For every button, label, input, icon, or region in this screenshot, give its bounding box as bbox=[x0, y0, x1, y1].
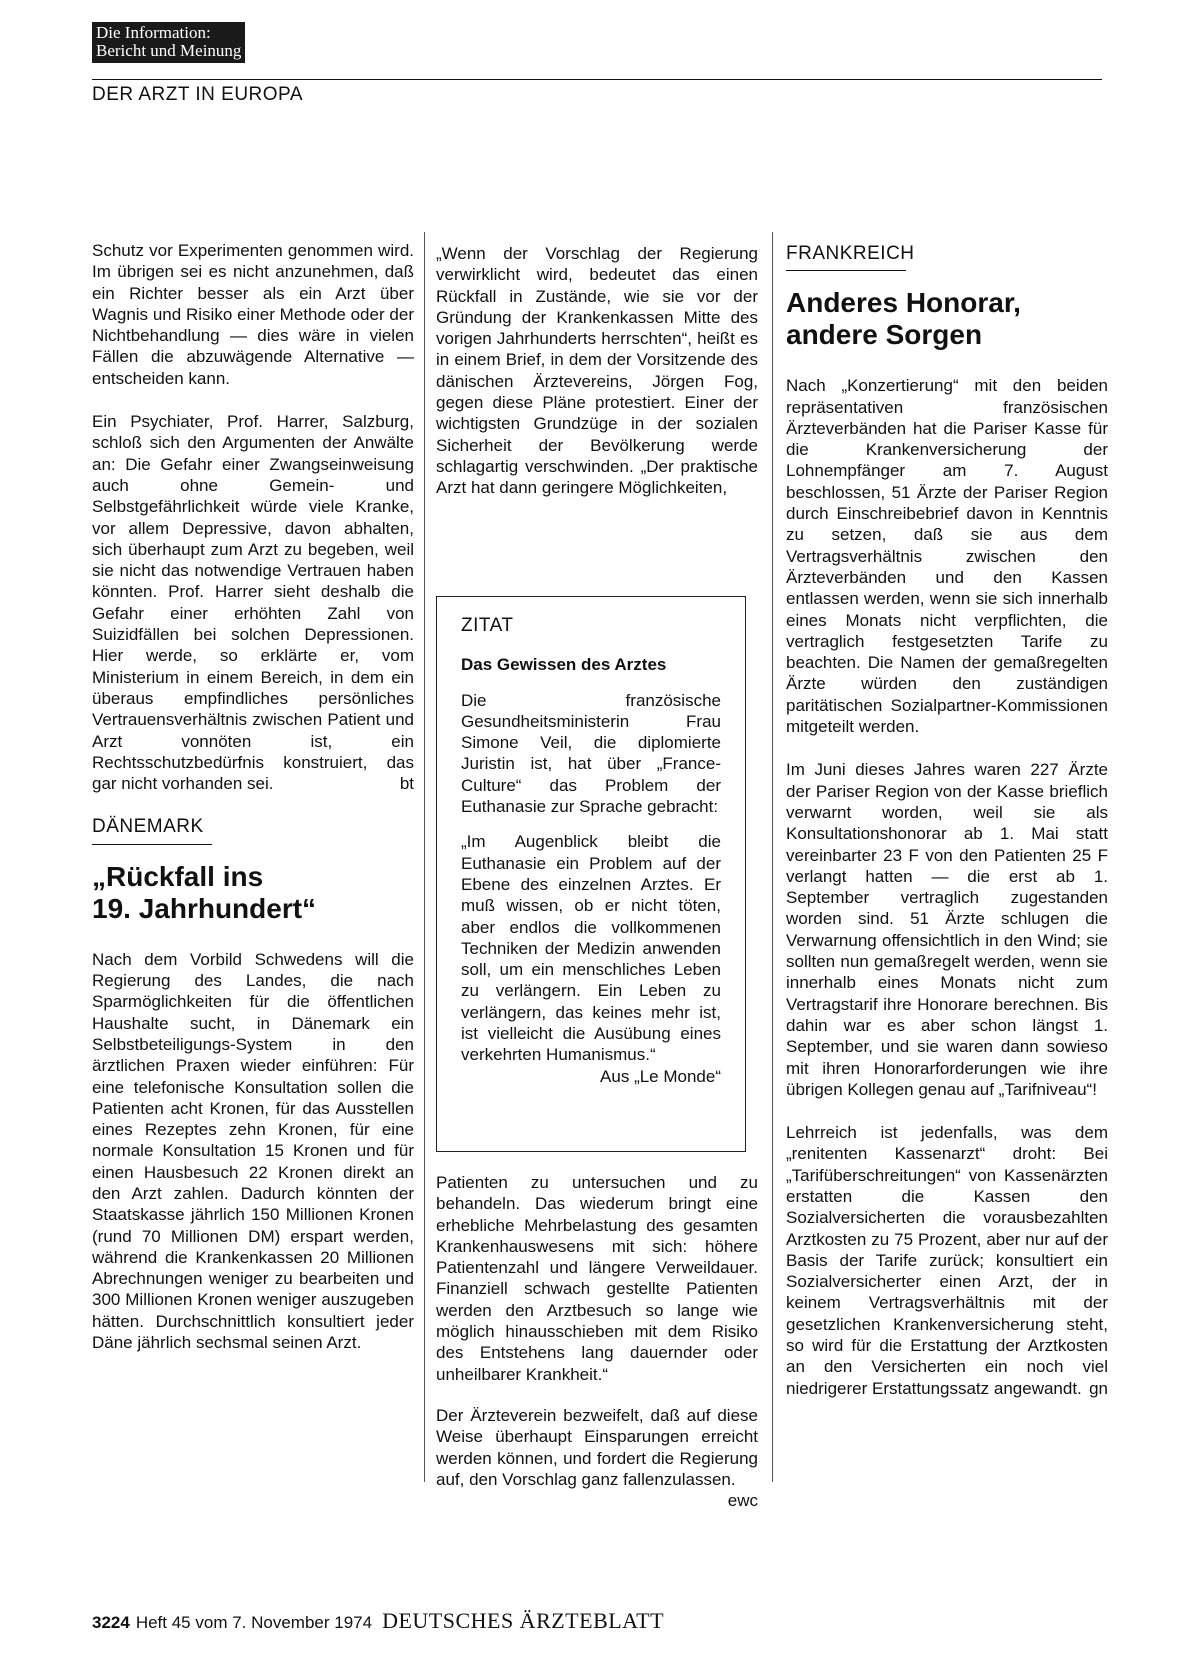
column-2-continued bbox=[436, 1172, 758, 1511]
quote-source: Aus „Le Monde“ bbox=[600, 1066, 721, 1086]
masthead bbox=[92, 22, 300, 63]
column-3 bbox=[786, 243, 1108, 1421]
column-2 bbox=[436, 243, 758, 521]
col2-paragraph-3 bbox=[436, 1405, 758, 1511]
col3-paragraph-3 bbox=[786, 1122, 1108, 1399]
country-rule bbox=[786, 270, 906, 271]
col1-paragraph-2 bbox=[92, 411, 414, 794]
headline-line-2: 19. Jahrhundert“ bbox=[92, 892, 317, 924]
col2-paragraph-2: Patienten zu untersuchen und zu behandeln. Das wiederum bringt eine erhebliche Mehrbelastung des gesamten Krankenhauswesens mit sich: höhere Patientenzahl und längere Verweildauer. Finanziell schwach gestellte Patienten werden den Arztbesuch so lange wie möglich hinausschieben mit dem Risiko des Entstehens lang dauernder oder unheilbarer Krankheit.“ bbox=[436, 1173, 758, 1384]
headline-france bbox=[786, 287, 1108, 351]
column-1 bbox=[92, 240, 414, 1375]
quote-paragraph-1: Die französische Gesundheitsministerin Frau Simone Veil, die diplomierte Juristin ist, hat über „France-Culture“ das Problem der Euthanasie zur Sprache gebracht: bbox=[461, 690, 721, 817]
author-signature: gn bbox=[1089, 1378, 1108, 1398]
masthead-box bbox=[92, 22, 245, 63]
author-signature: bt bbox=[399, 774, 414, 794]
col2-paragraph-3-text: Der Ärzteverein bezweifelt, daß auf diese Weise überhaupt Einsparungen erreicht werden können, und fordert die Regierung auf, den Vorschlag ganz fallenzulassen. bbox=[436, 1405, 758, 1489]
quote-paragraph-2-text: „Im Augenblick bleibt die Euthanasie ein Problem auf der Ebene des einzelnen Arztes. Er muß wissen, ob er nicht töten, aber endlos die vollkommenen Techniken der Medizin anwenden soll, um ein menschliches Leben zu verlängern. Ein Leben zu verlängern, das keines mehr ist, ist vielleicht die Ausübung eines verkehrten Humanismus.“ bbox=[461, 832, 721, 1065]
country-rule bbox=[92, 844, 212, 845]
publication-name: DEUTSCHES ÄRZTEBLATT bbox=[382, 1608, 665, 1633]
col3-paragraph-1: Nach „Konzertierung“ mit den beiden repräsentativen französischen Ärzteverbänden hat die Pariser Kasse für die Krankenversicherung der Lohnempfänger am 7. August beschlossen, 51 Ärzte der Pariser Region durch Einschreibebrief davon in Kenntnis zu setzen, daß sie aus dem Vertragsverhältnis zwischen den Ärzteverbänden und den Kassen entlassen werden, wenn sie sich innerhalb eines Monats nicht verpflichten, die vertraglich festgesetzten Tarife zu beachten. Die Namen der gemaßregelten Ärzte würden den zuständigen paritätischen Sozialpartner-Kommissionen mitgeteilt werden. bbox=[786, 376, 1108, 737]
masthead-rule bbox=[92, 79, 1102, 80]
country-label-denmark: DÄNEMARK bbox=[92, 816, 204, 838]
col3-paragraph-2: Im Juni dieses Jahres waren 227 Ärzte der Pariser Region von der Kasse brieflich verwarnt worden, weil sie als Konsultationshonorar ab 1. Mai statt vereinbarter 23 F von den Patienten 25 F verlangt hatten — die erst ab 1. September vertraglich zugestanden worden sind. 51 Ärzte schlugen die Verwarnung offensichtlich in den Wind; sie sollten nun gemaßregelt werden, wenn sie innerhalb eines Monats nicht zum Vertragstarif ihre Honorare berechnen. Bis dahin war es aber schon längst 1. September, und sie waren dann sowieso mit ihren Honorarforderungen wie ihre übrigen Kollegen genau auf „Tarifniveau“! bbox=[786, 760, 1108, 1099]
headline-denmark bbox=[92, 861, 414, 925]
masthead-line-1: Die Information: bbox=[96, 23, 211, 42]
col1-paragraph-3: Nach dem Vorbild Schwedens will die Regierung des Landes, die nach Sparmöglichkeiten für die öffentlichen Haushalte sucht, in Dänemark ein Selbstbeteiligungs-System in den ärztlichen Praxen wieder einführen: Für eine telefonische Konsultation sollen die Patienten acht Kronen, für das Ausstellen eines Rezeptes zehn Kronen, für eine normale Konsultation 15 Kronen und für einen Hausbesuch 22 Kronen direkt an den Arzt zahlen. Dadurch könnten der Staatskasse jährlich 150 Millionen Kronen (rund 70 Millionen DM) erspart werden, während die Krankenkassen 20 Millionen Abrechnungen weniger zu bearbeiten und 300 Millionen Kronen weniger auszugeben hätten. Durchschnittlich konsultiert jeder Däne jährlich sechsmal seinen Arzt. bbox=[92, 949, 414, 1353]
quote-label: ZITAT bbox=[461, 615, 514, 636]
quote-paragraph-2 bbox=[461, 831, 721, 1086]
section-title: DER ARZT IN EUROPA bbox=[92, 84, 303, 105]
footer bbox=[92, 1608, 664, 1634]
page-number: 3224 bbox=[92, 1613, 130, 1632]
col3-paragraph-3-text: Lehrreich ist jedenfalls, was dem „renitenten Kassenarzt“ droht: Bei „Tarifüberschreitungen“ von Kassenärzten erstatten die Kassen den Sozialversicherten die vorausbezahlten Arztkosten zu 75 Prozent, aber nur auf der Basis der Tarife zurück; konsultiert ein Sozialversicherter einen Arzt, der in keinem Vertragsverhältnis mit der gesetzlichen Krankenversicherung steht, so wird für die Erstattung der Arztkosten an den Versicherten ein noch viel niedrigerer Erstattungssatz angewandt. bbox=[786, 1123, 1108, 1398]
headline-line-1: Anderes Honorar, bbox=[786, 287, 1021, 319]
quote-box bbox=[436, 596, 746, 1152]
masthead-line-2: Bericht und Meinung bbox=[96, 41, 242, 60]
headline-line-2: andere Sorgen bbox=[786, 319, 983, 351]
author-signature: ewc bbox=[727, 1491, 758, 1511]
column-divider-1 bbox=[424, 232, 425, 1482]
headline-line-1: „Rückfall ins bbox=[92, 860, 264, 892]
col1-paragraph-1: Schutz vor Experimenten genommen wird. Im übrigen sei es nicht anzunehmen, daß ein Richter besser als ein Arzt über Wagnis und Risiko einer Methode oder der Nichtbehandlung — dies wäre in vielen Fällen die abzuwägende Alternative — entscheiden kann. bbox=[92, 241, 414, 388]
column-divider-2 bbox=[772, 232, 773, 1482]
quote-title: Das Gewissen des Arztes bbox=[461, 655, 667, 675]
col1-paragraph-2-text: Ein Psychiater, Prof. Harrer, Salzburg, schloß sich den Argumenten der Anwälte an: Die Gefahr einer Zwangseinweisung auch ohne Gemein- und Selbstgefährlichkeit würde viele Kranke, vor allem Depressive, davon abhalten, sich überhaupt zum Arzt zu begeben, weil sie nicht das notwendige Vertrauen haben könnten. Prof. Harrer sieht deshalb die Gefahr einer erhöhten Zahl von Suizidfällen bei solchen Depressionen. Hier werde, so erklärte er, vom Ministerium in einem Bereich, in dem ein überaus empfindliches persönliches Vertrauensverhältnis zwischen Patient und Arzt vonnöten ist, ein Rechtsschutzbedürfnis konstruiert, das gar nicht vorhanden sei. bbox=[92, 412, 414, 794]
country-label-france: FRANKREICH bbox=[786, 243, 915, 264]
issue-info: Heft 45 vom 7. November 1974 bbox=[135, 1613, 373, 1632]
col2-paragraph-1: „Wenn der Vorschlag der Regierung verwirklicht wird, bedeutet das einen Rückfall in Zustände, wie sie vor der Gründung der Krankenkassen Mitte des vorigen Jahrhunderts herrschten“, heißt es in einem Brief, in dem der Vorsitzende des dänischen Ärztevereins, Jörgen Fog, gegen diese Pläne protestiert. Einer der wichtigsten Grundzüge in der sozialen Sicherheit der Bevölkerung werde schlagartig verschwinden. „Der praktische Arzt hat dann geringere Möglichkeiten, bbox=[436, 244, 758, 498]
